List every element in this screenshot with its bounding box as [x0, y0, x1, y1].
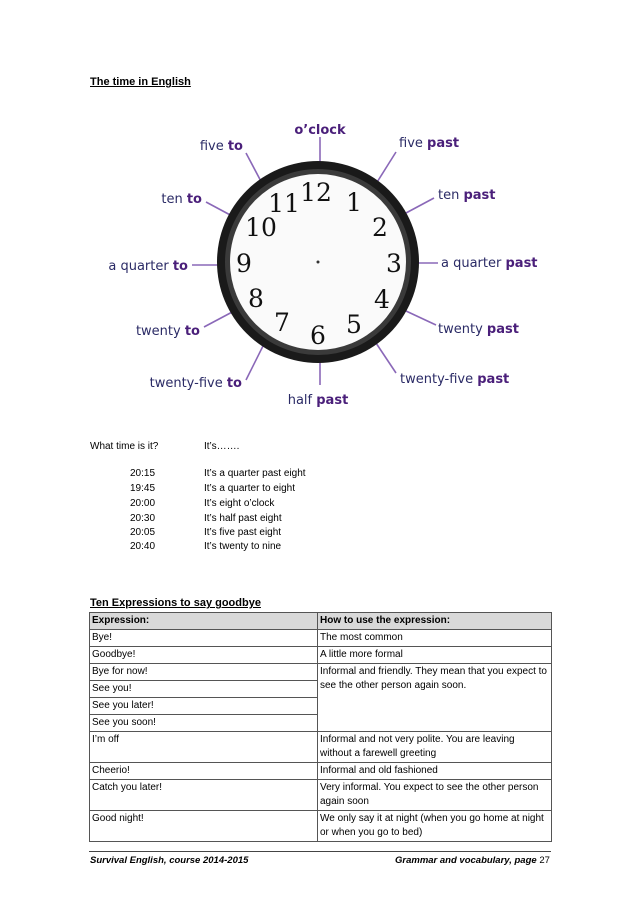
numeral-2: 2 — [372, 213, 388, 242]
example-text: It’s a quarter to eight — [204, 483, 295, 494]
footer-page-info — [395, 855, 550, 866]
numeral-8: 8 — [248, 284, 264, 313]
label-ten-past: ten past — [438, 188, 496, 203]
usage-cell: A little more formal — [318, 647, 552, 664]
table-row — [90, 811, 552, 842]
table-header-row — [90, 613, 552, 630]
example-text: It’s five past eight — [204, 527, 282, 538]
answer-prefix: It’s……. — [204, 441, 240, 452]
label-twentyfive-past: twenty-five past — [400, 372, 510, 387]
header-expression: Expression: — [90, 613, 318, 630]
clock-diagram — [96, 115, 556, 415]
table-row — [90, 780, 552, 811]
numeral-1: 1 — [346, 188, 362, 217]
page-title: The time in English — [90, 76, 191, 88]
example-time: 20:00 — [130, 498, 156, 509]
label-quarter-past: a quarter past — [441, 256, 538, 271]
usage-cell: Informal and old fashioned — [318, 763, 552, 780]
numeral-9: 9 — [236, 249, 252, 278]
example-time: 20:15 — [130, 468, 156, 479]
example-text: It’s half past eight — [204, 513, 282, 524]
table-row — [90, 732, 552, 763]
usage-cell: Informal and friendly. They mean that you expect to see the other person again soon. — [318, 664, 552, 732]
footer-section: Grammar and vocabulary, page — [395, 855, 537, 866]
expression-cell: See you soon! — [90, 715, 318, 732]
example-time: 19:45 — [130, 483, 156, 494]
numeral-5: 5 — [346, 310, 362, 339]
numeral-6: 6 — [310, 321, 326, 350]
expression-cell: Bye! — [90, 630, 318, 647]
numeral-10: 10 — [245, 213, 277, 242]
label-five-to: five to — [199, 139, 243, 154]
table-row — [90, 630, 552, 647]
section-title: Ten Expressions to say goodbye — [90, 597, 261, 609]
expression-cell: I’m off — [90, 732, 318, 763]
footer-divider — [89, 851, 551, 852]
expression-cell: See you later! — [90, 698, 318, 715]
label-ten-to: ten to — [161, 192, 202, 207]
table-row — [90, 664, 552, 681]
expression-cell: Goodbye! — [90, 647, 318, 664]
label-quarter-to: a quarter to — [108, 259, 188, 274]
header-usage: How to use the expression: — [318, 613, 552, 630]
goodbye-table — [89, 612, 552, 842]
expression-cell: Good night! — [90, 811, 318, 842]
spoke-twenty-past — [406, 311, 436, 325]
example-time: 20:40 — [130, 541, 156, 552]
question-text: What time is it? — [90, 441, 159, 452]
label-half-past: half past — [287, 393, 349, 408]
example-text: It’s eight o’clock — [204, 498, 275, 509]
example-time: 20:30 — [130, 513, 156, 524]
numeral-3: 3 — [386, 249, 402, 278]
table-row — [90, 763, 552, 780]
spoke-twentyfive-past — [374, 340, 396, 373]
expression-cell: Bye for now! — [90, 664, 318, 681]
footer-course: Survival English, course 2014-2015 — [90, 855, 249, 866]
expression-cell: See you! — [90, 681, 318, 698]
label-twenty-past: twenty past — [438, 322, 519, 337]
expression-cell: Cheerio! — [90, 763, 318, 780]
clock-center — [317, 261, 320, 264]
usage-cell: Informal and not very polite. You are leaving without a farewell greeting — [318, 732, 552, 763]
spoke-ten-past — [406, 198, 434, 213]
example-text: It’s twenty to nine — [204, 541, 282, 552]
label-oclock: o’clock — [294, 123, 346, 138]
label-five-past: five past — [399, 136, 460, 151]
example-time: 20:05 — [130, 527, 156, 538]
numeral-11: 11 — [268, 189, 300, 218]
numeral-7: 7 — [274, 308, 290, 337]
usage-cell: Very informal. You expect to see the other person again soon — [318, 780, 552, 811]
label-twenty-to: twenty to — [135, 324, 200, 339]
numeral-4: 4 — [374, 285, 390, 314]
example-text: It’s a quarter past eight — [204, 468, 306, 479]
label-twentyfive-to: twenty-five to — [149, 376, 242, 391]
expression-cell: Catch you later! — [90, 780, 318, 811]
table-row — [90, 647, 552, 664]
usage-cell: The most common — [318, 630, 552, 647]
usage-cell: We only say it at night (when you go home at night or when you go to bed) — [318, 811, 552, 842]
page-number: 27 — [539, 855, 550, 866]
numeral-12: 12 — [300, 178, 332, 207]
